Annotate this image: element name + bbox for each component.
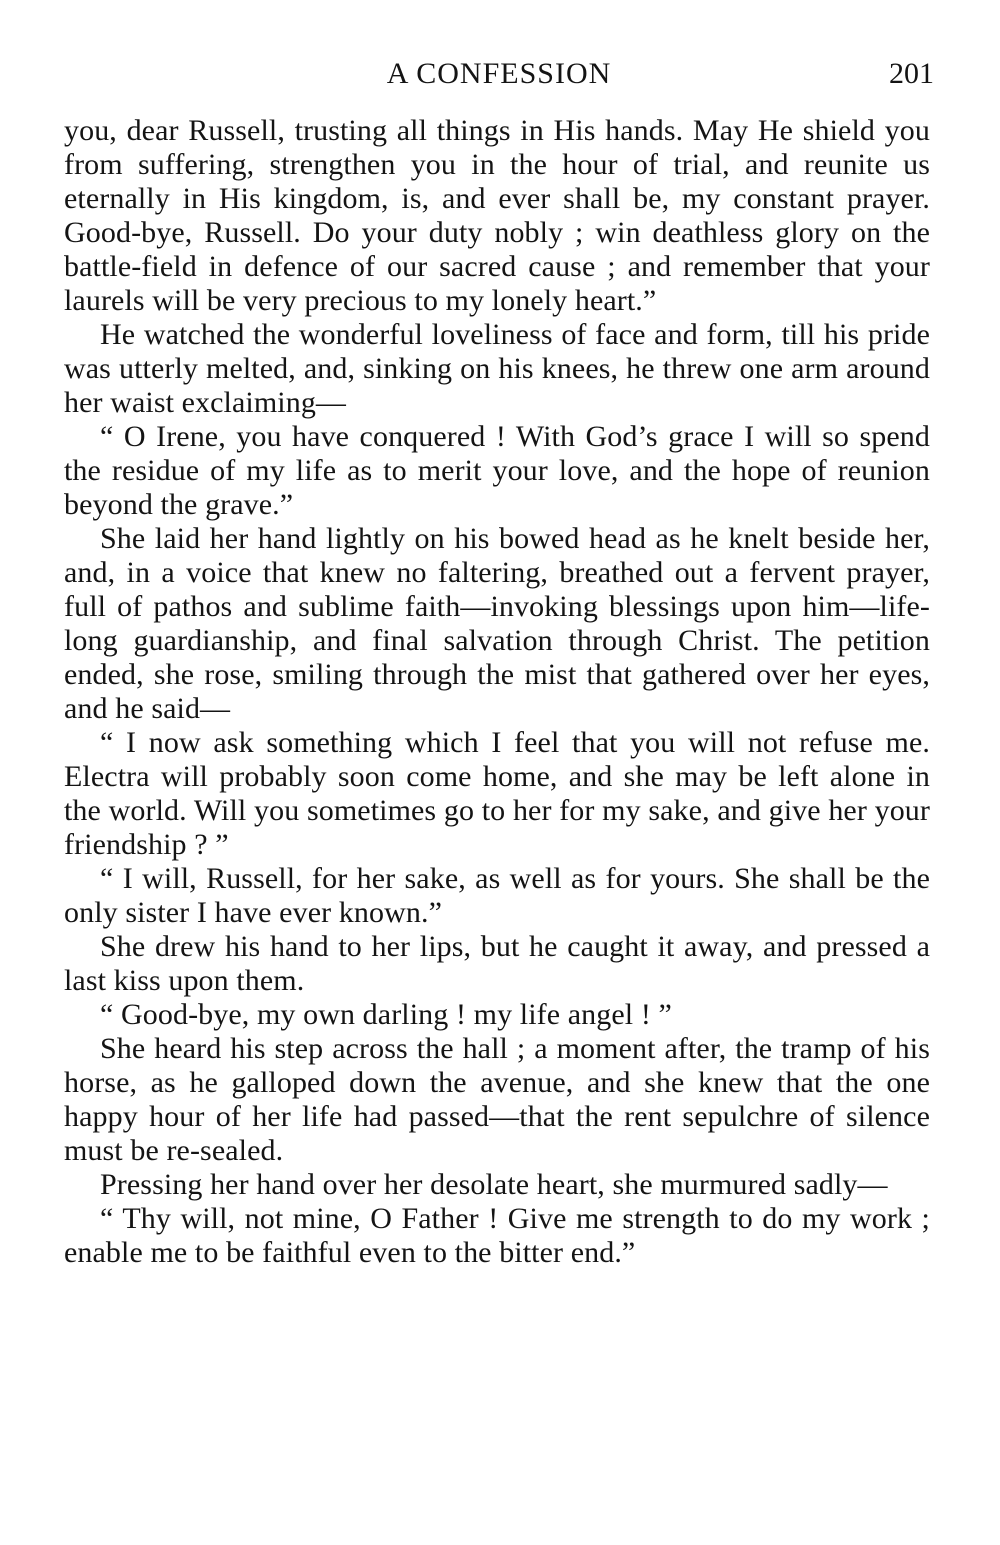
paragraph: She laid her hand lightly on his bowed head as he knelt beside her, and, in a voice that knew no faltering, breathed out a fervent prayer, full of pathos and sublime faith—invoking blessings upon him—life-long guardianship, and final salvation through Christ. The petition ended, she rose, smiling through the mist that gathered over her eyes, and he said— xyxy=(64,522,930,725)
paragraph: He watched the wonderful loveliness of face and form, till his pride was utterly melted, and, sinking on his knees, he threw one arm around her waist exclaiming— xyxy=(64,318,930,419)
paragraph: She heard his step across the hall ; a moment after, the tramp of his horse, as he galloped down the avenue, and she knew that the one happy hour of her life had passed—that the rent sepulchre of silence must be re-sealed. xyxy=(64,1032,930,1167)
paragraph: She drew his hand to her lips, but he caught it away, and pressed a last kiss upon them. xyxy=(64,930,930,997)
paragraph: “ I now ask something which I feel that you will not refuse me. Electra will probably soon come home, and she may be left alone in the world. Will you sometimes go to her for my sake, and give her your friendship ? ” xyxy=(64,726,930,861)
chapter-title: A CONFESSION xyxy=(386,57,612,90)
page-number: 201 xyxy=(889,57,934,90)
paragraph: “ I will, Russell, for her sake, as well as for yours. She shall be the only sister I have ever known.” xyxy=(64,862,930,929)
paragraph: you, dear Russell, trusting all things in His hands. May He shield you from suffering, strengthen you in the hour of trial, and reunite us eternally in His kingdom, is, and ever shall be, my constant prayer. Good-bye, Russell. Do your duty nobly ; win deathless glory on the battle-field in defence of our sacred cause ; and remember that your laurels will be very precious to my lonely heart.” xyxy=(64,114,930,317)
running-head xyxy=(64,52,934,96)
paragraph: “ Good-bye, my own darling ! my life angel ! ” xyxy=(100,998,672,1031)
paragraph: Pressing her hand over her desolate heart, she murmured sadly— xyxy=(100,1168,888,1201)
body-text xyxy=(64,114,930,1270)
paragraph: “ O Irene, you have conquered ! With God’s grace I will so spend the residue of my life as to merit your love, and the hope of reunion beyond the grave.” xyxy=(64,420,930,521)
paragraph: “ Thy will, not mine, O Father ! Give me strength to do my work ; enable me to be faithful even to the bitter end.” xyxy=(64,1202,930,1269)
